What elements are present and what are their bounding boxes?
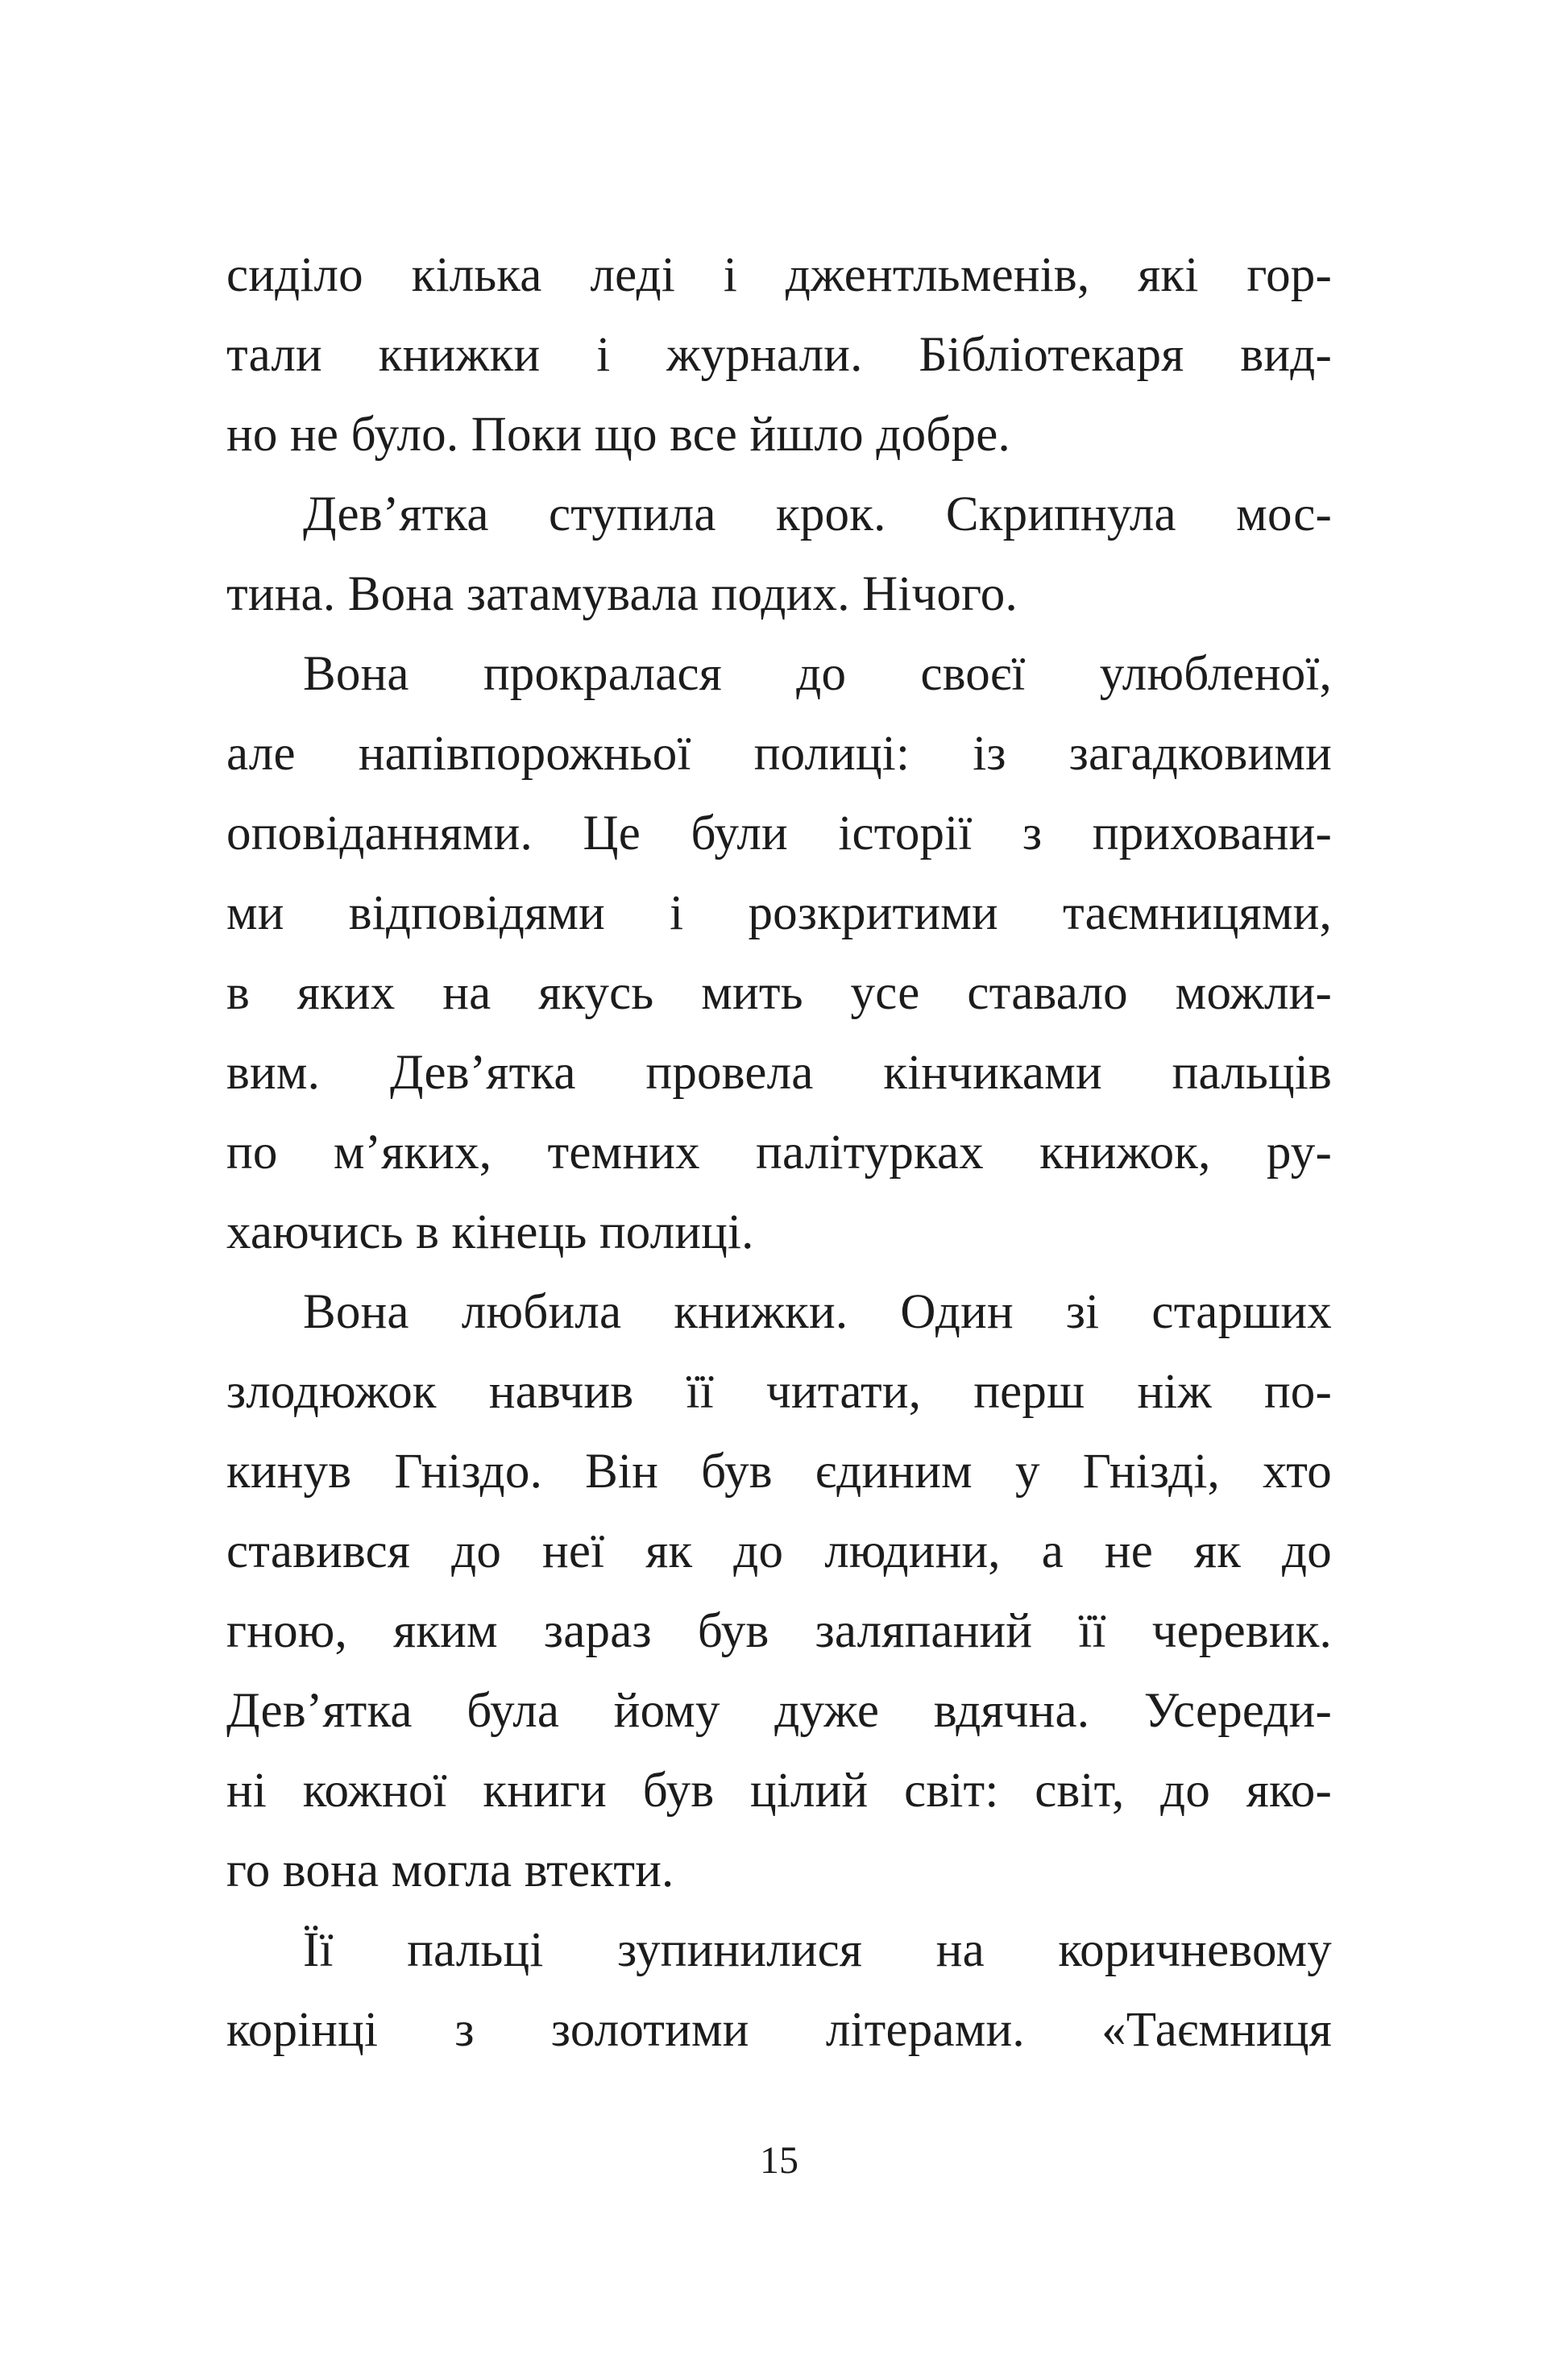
text-line: ні кожної книги був цілий світ: світ, до яко- bbox=[226, 1764, 1332, 1818]
text-line: кинув Гніздо. Він був єдиним у Гнізді, хто bbox=[226, 1445, 1332, 1499]
text-line: ми відповідями і розкритими таємницями, bbox=[226, 886, 1332, 940]
text-line: оповіданнями. Це були історії з приховани- bbox=[226, 806, 1332, 860]
paragraph bbox=[226, 475, 1332, 634]
text-line: но не було. Поки що все йшло добре. bbox=[226, 408, 1010, 462]
text-line: Дев’ятка ступила крок. Скрипнула мос- bbox=[303, 487, 1332, 541]
text-line: тали книжки і журнали. Бібліотекаря вид- bbox=[226, 328, 1332, 382]
text-line: сиділо кілька леді і джентльменів, які гор- bbox=[226, 248, 1332, 302]
text-line: вим. Дев’ятка провела кінчиками пальців bbox=[226, 1046, 1332, 1100]
text-line: по м’яких, темних палітурках книжок, ру- bbox=[226, 1126, 1332, 1180]
text-line: Вона любила книжки. Один зі старших bbox=[303, 1285, 1332, 1339]
text-line: хаючись в кінець полиці. bbox=[226, 1205, 754, 1259]
paragraph bbox=[226, 1272, 1332, 1910]
paragraph bbox=[226, 235, 1332, 475]
text-line: корінці з золотими літерами. «Таємниця bbox=[226, 2003, 1332, 2057]
text-line: Її пальці зупинилися на коричневому bbox=[303, 1923, 1332, 1977]
page-number: 15 bbox=[760, 2139, 798, 2182]
body-text bbox=[226, 235, 1332, 2070]
text-line: ставився до неї як до людини, а не як до bbox=[226, 1524, 1332, 1578]
text-line: але напівпорожньої полиці: із загадковими bbox=[226, 727, 1332, 781]
paragraph bbox=[226, 634, 1332, 1272]
text-line: го вона могла втекти. bbox=[226, 1843, 674, 1897]
text-line: тина. Вона затамувала подих. Нічого. bbox=[226, 567, 1018, 621]
text-line: гною, яким зараз був заляпаний її черевик. bbox=[226, 1604, 1332, 1658]
text-line: в яких на якусь мить усе ставало можли- bbox=[226, 966, 1332, 1020]
text-line: злодюжок навчив її читати, перш ніж по- bbox=[226, 1365, 1332, 1419]
text-line: Дев’ятка була йому дуже вдячна. Усереди- bbox=[226, 1684, 1332, 1738]
text-line: Вона прокралася до своєї улюбленої, bbox=[303, 647, 1332, 701]
paragraph bbox=[226, 1910, 1332, 2070]
